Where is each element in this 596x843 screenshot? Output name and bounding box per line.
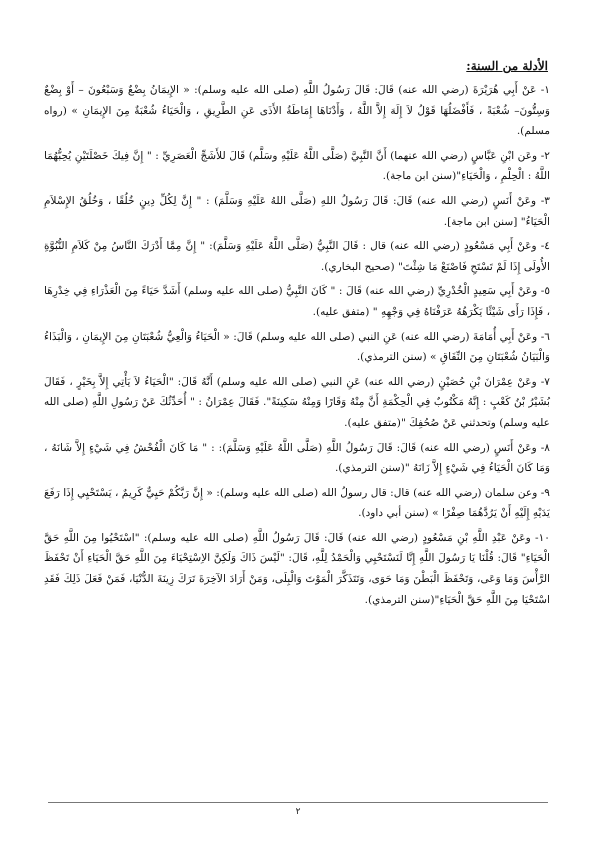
hadith-number: ٧-	[540, 375, 550, 388]
hadith-number: ٩-	[540, 486, 550, 499]
section-heading: الأدلة من السنة:	[466, 59, 548, 73]
hadith-item-4	[44, 236, 550, 277]
hadith-text: وعَنْ أَبِي أُمَامَةَ (رضي الله عنه) عَنِ النبي (صلى الله عليه وسلم) قَالَ: « الْحَيَاءُ وَالْعِيُّ شُعْبَتَانِ مِنَ الإِيمَانِ ، وَالْبَذَاءُ وَالْبَيَانُ شُعْبَتَانِ مِنَ النِّفَاقِ » (سنن الترمذي).	[44, 330, 550, 364]
hadith-text: وعَنْ أَنَسٍ (رضي الله عنه) قَالَ: قَالَ رَسُولُ اللَّهِ (صَلَّى اللَّهُ عَلَيْهِ وَسَلَّمَ): : " مَا كَانَ الْفُحْشُ فِي شَيْءٍ إِلاَّ شَانَهُ ، وَمَا كَانَ الْحَيَاءُ فِي شَيْءٍ إِلاَّ زَانَهُ "(سنن الترمذي).	[44, 441, 550, 475]
hadith-text: وعن سلمان (رضي الله عنه) قال: قال رسولُ الله (صلى الله عليه وسلم): « إِنَّ رَبَّكُمْ حَيِيٌّ كَرِيمٌ ، يَسْتَحْيِي إِذَا رَفَعَ يَدَيْهِ إِلَيْهِ أَنْ يَرُدَّهُمَا صِفْرًا » (سنن أبي داود).	[44, 486, 550, 520]
hadith-text: وعَنْ عَبْدِ اللَّهِ بْنِ مَسْعُودٍ (رضي الله عنه) قَالَ: قَالَ رَسُولُ اللَّهِ (صلى الله عليه وسلم): "اسْتَحْيُوا مِنَ اللَّهِ حَقَّ الْحَيَاءِ" قَالَ: قُلْنَا يَا رَسُولَ اللَّهِ إِنَّا لَنَسْتَحْيِي وَالْحَمْدُ لِلَّهِ، قَالَ: "لَيْسَ ذَاكَ وَلَكِنَّ الاِسْتِحْيَاءَ مِنَ اللَّهِ حَقَّ الْحَيَاءِ أَنْ تَحْفَظَ الرَّأْسَ وَمَا وَعَى، وَتَحْفَظَ الْبَطْنَ وَمَا حَوَى، وَتَتَذَكَّرَ الْمَوْتَ وَالْبِلَى، وَمَنْ أَرَادَ الآخِرَةَ تَرَكَ زِينَةَ الدُّنْيَا، فَمَنْ فَعَلَ ذَلِكَ فَقَدِ اسْتَحْيَا مِنَ اللَّهِ حَقَّ الْحَيَاءِ"(سنن الترمذي).	[44, 531, 550, 606]
hadith-text: عَنْ أَبِي هُرَيْرَةَ (رضي الله عنه) قَالَ: قَالَ رَسُولُ اللَّهِ (صلى الله عليه وسلم): « الإِيمَانُ بِضْعٌ وَسَبْعُونَ – أَوْ بِضْعٌ وَسِتُّونَ– شُعْبَةً ، فَأَفْضَلُهَا قَوْلُ لاَ إِلَهَ إِلاَّ اللَّهُ ، وَأَدْنَاهَا إِمَاطَةُ الأَذَى عَنِ الطَّرِيقِ ، وَالْحَيَاءُ شُعْبَةٌ مِنَ الإِيمَانِ » (رواه مسلم).	[44, 84, 550, 138]
hadith-number: ٦-	[540, 330, 550, 343]
hadith-number: ٢-	[540, 149, 550, 162]
hadith-item-10	[44, 528, 550, 610]
hadith-item-5	[44, 281, 550, 322]
hadith-number: ٨-	[540, 441, 550, 454]
hadith-item-6	[44, 327, 550, 368]
hadith-list	[44, 80, 550, 614]
hadith-number: ٤-	[540, 240, 550, 253]
footer-divider	[48, 802, 548, 803]
hadith-item-8	[44, 438, 550, 479]
hadith-text: وعَنْ عِمْرَانَ بْنِ حُصَيْنٍ (رضي الله عنه) عَنِ النبي (صلى الله عليه وسلم) أَنَّهُ قَالَ: "الْحَيَاءُ لاَ يَأْتِي إِلاَّ بِخَيْرٍ ، فَقَالَ بُشَيْرُ بْنُ كَعْبٍ : إِنَّهُ مَكْتُوبٌ فِي الْحِكْمَةِ أَنَّ مِنْهُ وَقَارًا وَمِنْهُ سَكِينَةً". فَقَالَ عِمْرَانُ : " أُحَدِّثُكَ عَنْ رَسُولِ اللَّهِ (صلى الله عليه وسلم) وتحدثني عَنْ صُحُفِكَ "(متفق عليه).	[44, 375, 550, 429]
hadith-item-3	[44, 191, 550, 232]
hadith-number: ١-	[540, 84, 550, 96]
hadith-text: وعَنْ أَنَسٍ (رضي الله عنه) قَالَ: قَالَ رَسُولُ اللهِ (صَلَّى اللهُ عَلَيْهِ وَسَلَّمَ) : " إِنَّ لِكُلِّ دِينٍ خُلُقًا ، وَخُلُقُ الإِسْلاَمِ الْحَيَاءُ" [سنن ابن ماجة].	[44, 194, 550, 228]
hadith-item-1	[44, 80, 550, 142]
hadith-text: وعَنْ أَبِي سَعِيدٍ الْخُدْرِيِّ (رضي الله عنه) قَالَ : " كَانَ النَّبِيُّ (صلى الله عليه وسلم) أَشَدَّ حَيَاءً مِنَ الْعَذْرَاءِ فِي خِدْرِهَا ، فَإِذَا رَأَى شَيْئًا يَكْرَهُهُ عَرَفْنَاهُ فِي وَجْهِهِ " (متفق عليه).	[44, 285, 550, 318]
hadith-item-9	[44, 483, 550, 524]
hadith-number: ١٠-	[535, 531, 550, 544]
hadith-text: وعَن ابْنِ عَبَّاسٍ (رضي الله عنهما) أَنَّ النَّبِيَّ (صَلَّى اللَّهُ عَلَيْهِ وسَلَّم) قَالَ للأَشَجِّ الْعَصَرِيِّ : " إِنَّ فِيكَ خَصْلَتَيْنِ يُحِبُّهُمَا اللَّهُ : الْحِلْمِ ، وَالْحَيَاءِ"(سنن ابن ماجة).	[44, 149, 550, 183]
page-number: ٢	[295, 807, 301, 817]
hadith-number: ٥-	[540, 285, 551, 298]
hadith-item-2	[44, 146, 550, 187]
hadith-item-7	[44, 372, 550, 434]
hadith-text: وعَنْ أَبِي مَسْعُودٍ (رضي الله عنه) قال : قَالَ النَّبِيُّ (صَلَّى اللَّهُ عَلَيْهِ وَسَلَّمَ): " إِنَّ مِمَّا أَدْرَكَ النَّاسُ مِنْ كَلاَمِ النُّبُوَّةِ الأُولَى إِذَا لَمْ تَسْتَحِ فَاصْنَعْ مَا شِئْتَ" (صحيح البخاري).	[44, 240, 550, 273]
hadith-number: ٣-	[540, 194, 550, 207]
